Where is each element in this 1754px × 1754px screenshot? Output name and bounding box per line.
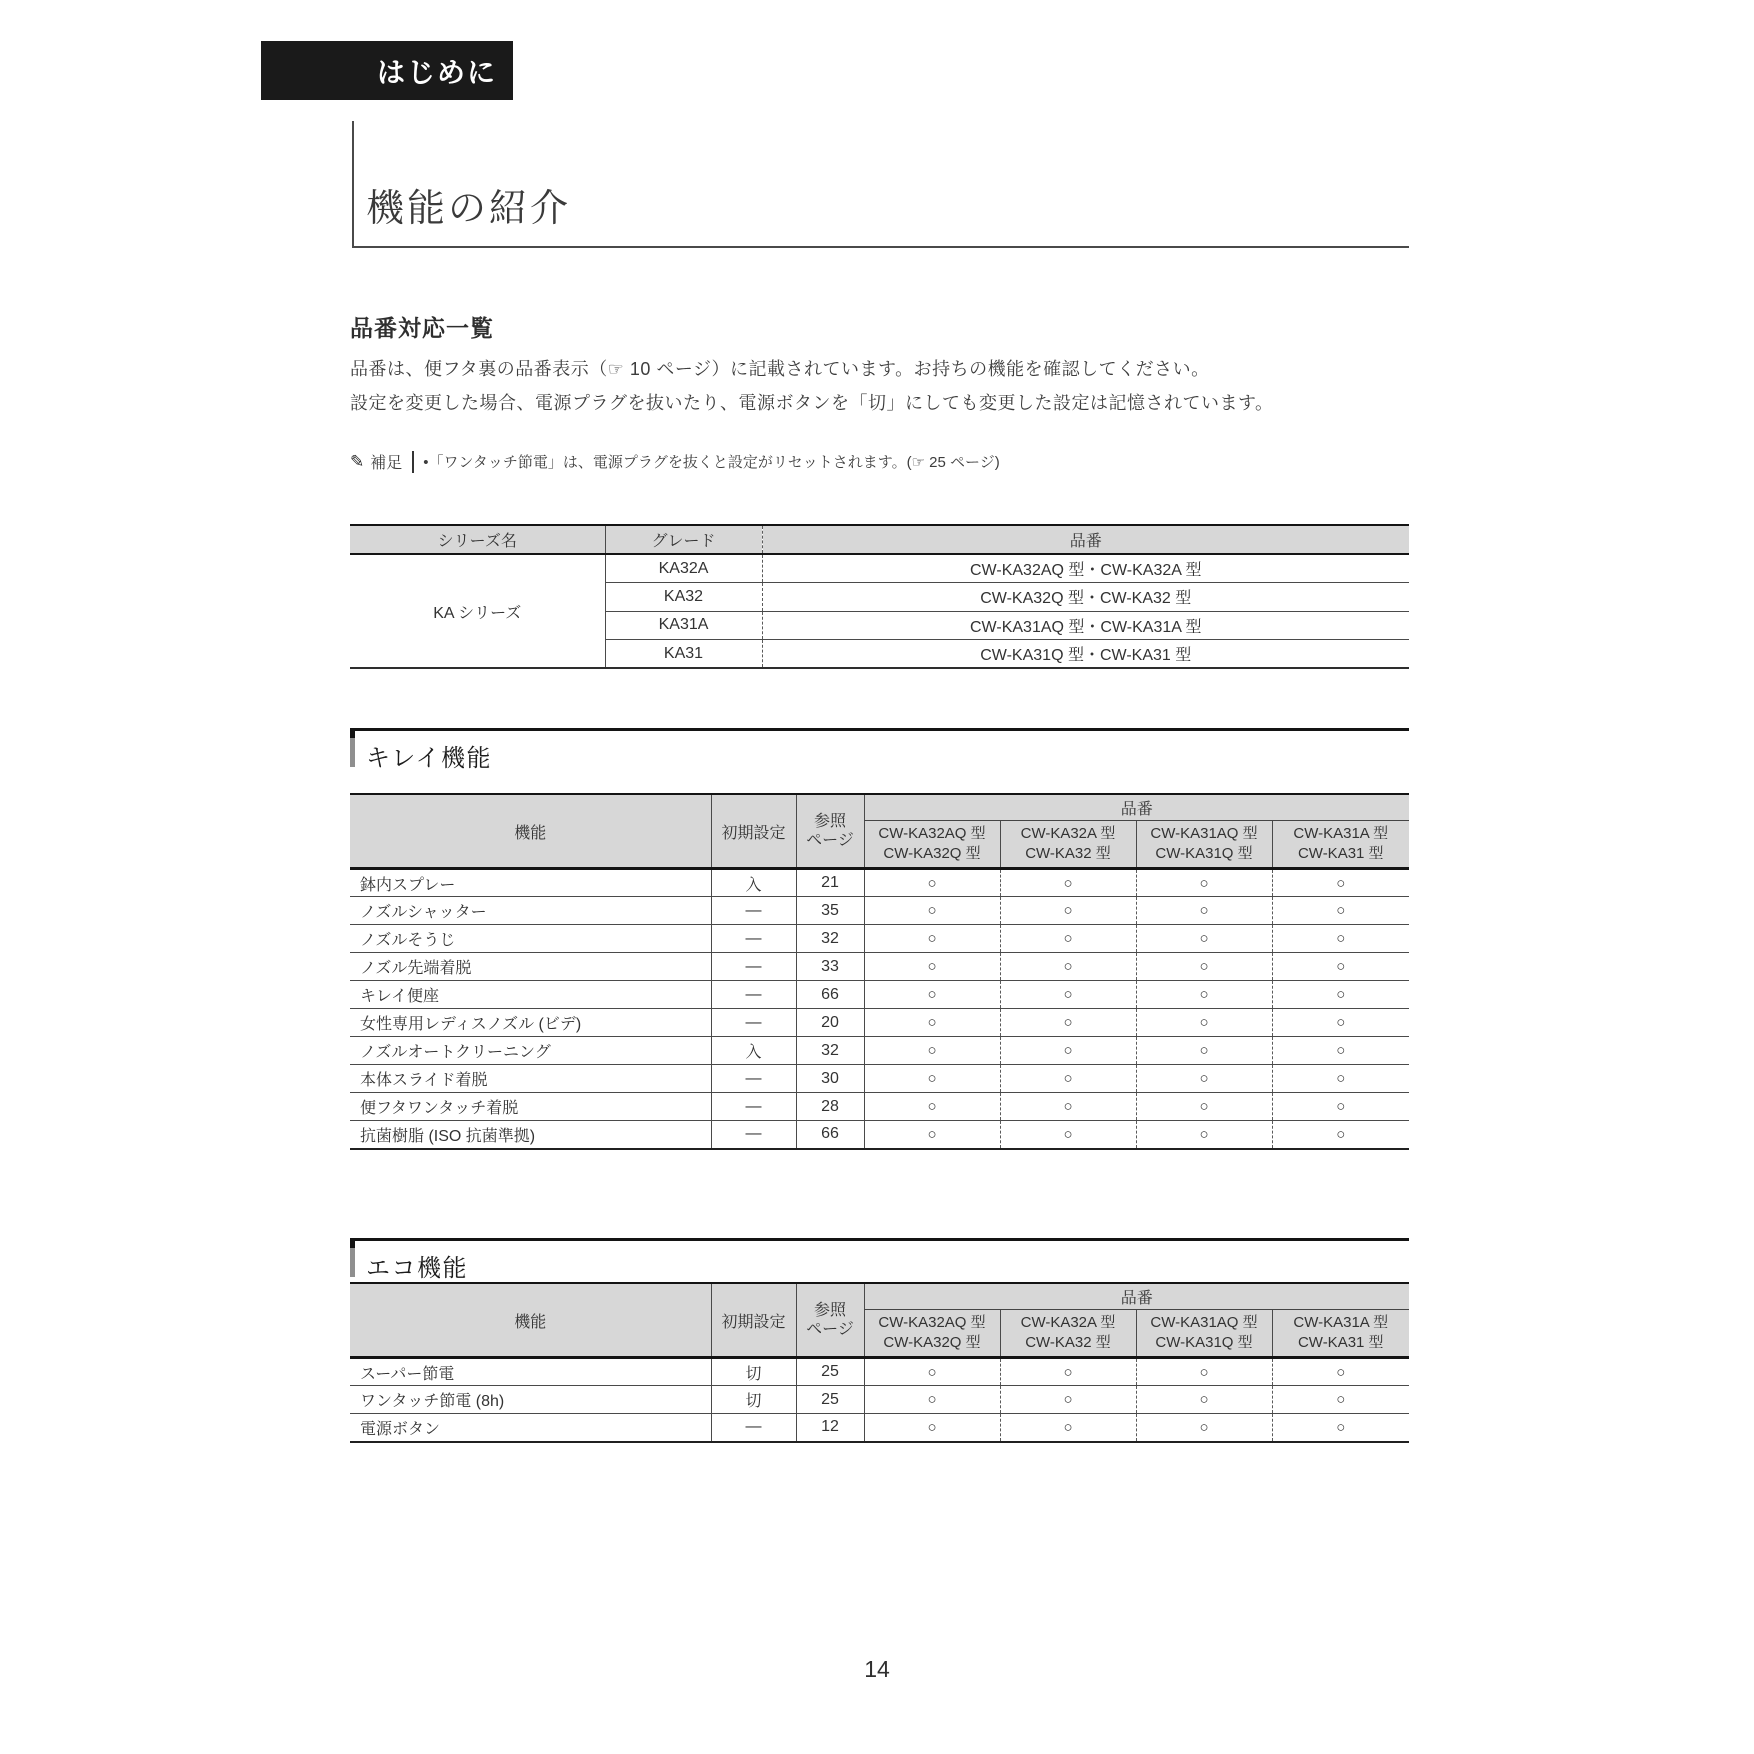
mark-cell: ○ [864,1093,1000,1121]
feature-table-header-row1 [350,794,1409,821]
series-name-cell: KA シリーズ [433,604,522,622]
mark-cell: ○ [1000,953,1136,981]
feature-name: 本体スライド着脱 [350,1065,711,1093]
page-cell: 25 [796,1358,864,1386]
mark-cell: ○ [1272,1037,1409,1065]
feature-row [350,953,1409,981]
feature-name: 抗菌樹脂 (ISO 抗菌準拠) [350,1121,711,1149]
mark-cell: ○ [1000,1065,1136,1093]
mark-cell: ○ [1136,1358,1272,1386]
note-text: •「ワンタッチ節電」は、電源プラグを抜くと設定がリセットされます。(☞ 25 ページ) [423,454,1000,471]
series-table [350,524,1409,669]
model-cell: CW-KA31Q 型・CW-KA31 型 [762,640,1409,669]
grade-cell: KA32A [605,554,762,583]
feature-row [350,1414,1409,1442]
mark-cell: ○ [1136,953,1272,981]
default-cell: ― [711,1009,796,1037]
mark-cell: ○ [1272,1093,1409,1121]
kirei-section-title: キレイ機能 [366,745,493,772]
mark-cell: ○ [864,981,1000,1009]
mark-cell: ○ [1136,1065,1272,1093]
mark-cell: ○ [1136,897,1272,925]
col-header-series: シリーズ名 [350,525,605,554]
mark-cell: ○ [1272,953,1409,981]
intro-line2: 設定を変更した場合、電源プラグを抜いたり、電源ボタンを「切」にしても変更した設定は記憶されています。 [350,393,1274,413]
feature-row [350,1386,1409,1414]
page-cell: 20 [796,1009,864,1037]
page-cell: 30 [796,1065,864,1093]
mark-cell: ○ [1272,1386,1409,1414]
mark-cell: ○ [1272,869,1409,897]
mark-cell: ○ [1136,1009,1272,1037]
col-header-refpage: 参照 ページ [796,794,864,869]
feature-name: 便フタワンタッチ着脱 [350,1093,711,1121]
default-cell: 入 [711,869,796,897]
series-table-header-row [350,525,1409,554]
mark-cell: ○ [1272,925,1409,953]
default-cell: 切 [711,1358,796,1386]
model-col-header: CW-KA32A 型 CW-KA32 型 [1000,821,1136,869]
page-cell: 66 [796,1121,864,1149]
grade-cell: KA32 [605,583,762,612]
mark-cell: ○ [1136,1037,1272,1065]
intro-body [350,352,1274,420]
mark-cell: ○ [864,1121,1000,1149]
col-header-default: 初期設定 [711,794,796,869]
page-cell: 66 [796,981,864,1009]
model-col-header: CW-KA31AQ 型 CW-KA31Q 型 [1136,821,1272,869]
section-accent-bar [350,731,355,767]
mark-cell: ○ [1272,1414,1409,1442]
feature-table-header-row1 [350,1283,1409,1310]
mark-cell: ○ [1000,981,1136,1009]
mark-cell: ○ [864,1065,1000,1093]
model-cell: CW-KA32Q 型・CW-KA32 型 [762,583,1409,612]
default-cell: ― [711,1065,796,1093]
feature-name: ノズル先端着脱 [350,953,711,981]
col-header-refpage: 参照 ページ [796,1283,864,1358]
page-title: 機能の紹介 [366,188,572,230]
page-cell: 35 [796,897,864,925]
mark-cell: ○ [864,897,1000,925]
mark-cell: ○ [864,869,1000,897]
grade-cell: KA31A [605,611,762,640]
mark-cell: ○ [1136,1121,1272,1149]
feature-name: スーパー節電 [360,1365,455,1383]
model-col-header: CW-KA31AQ 型 CW-KA31Q 型 [1136,1310,1272,1358]
feature-name: 女性専用レディスノズル (ビデ) [350,1009,711,1037]
page-cell: 33 [796,953,864,981]
mark-cell: ○ [1000,925,1136,953]
feature-row [350,981,1409,1009]
feature-name: ノズルそうじ [350,925,711,953]
page-cell: 25 [796,1386,864,1414]
mark-cell: ○ [1000,1037,1136,1065]
page-title-block [352,121,1409,248]
model-cell: CW-KA32AQ 型・CW-KA32A 型 [762,554,1409,583]
feature-row [350,1009,1409,1037]
eco-section-header [350,1238,1409,1283]
col-header-feature: 機能 [350,794,711,869]
mark-cell: ○ [864,1358,1000,1386]
default-cell: ― [711,981,796,1009]
section-accent-bar [350,1241,355,1277]
mark-cell: ○ [1272,1009,1409,1037]
feature-row [350,1121,1409,1149]
col-header-models-group: 品番 [864,1283,1409,1310]
mark-cell: ○ [1136,869,1272,897]
mark-cell: ○ [864,1009,1000,1037]
intro-line1: 品番は、便フタ裏の品番表示（☞ 10 ページ）に記載されています。お持ちの機能を確認してください。 [350,359,1210,379]
mark-cell: ○ [1000,869,1136,897]
mark-cell: ○ [1136,981,1272,1009]
default-cell: ― [711,897,796,925]
page-cell: 12 [796,1414,864,1442]
mark-cell: ○ [864,953,1000,981]
note-divider [412,451,414,473]
mark-cell: ○ [1272,1121,1409,1149]
page-cell: 32 [796,925,864,953]
feature-row [350,925,1409,953]
default-cell: ― [711,953,796,981]
model-col-header: CW-KA32AQ 型 CW-KA32Q 型 [864,821,1000,869]
kirei-feature-table [350,793,1409,1150]
model-col-header: CW-KA32AQ 型 CW-KA32Q 型 [864,1310,1000,1358]
col-header-grade: グレード [605,525,762,554]
feature-row [350,1037,1409,1065]
eco-feature-table [350,1282,1409,1443]
feature-name: ノズルオートクリーニング [350,1037,711,1065]
mark-cell: ○ [1272,897,1409,925]
feature-row [350,869,1409,897]
mark-cell: ○ [1000,897,1136,925]
pencil-icon: ✎ [350,451,365,471]
note-label: 補足 [370,455,403,472]
feature-row [350,1358,1409,1386]
col-header-models-group: 品番 [864,794,1409,821]
feature-row [350,1065,1409,1093]
intro-heading: 品番対応一覧 [350,315,494,341]
feature-name: ノズルシャッター [350,897,711,925]
feature-name: 鉢内スプレー [360,876,456,894]
kirei-section-header [350,728,1409,773]
page-cell: 21 [796,869,864,897]
mark-cell: ○ [1136,925,1272,953]
mark-cell: ○ [1000,1093,1136,1121]
mark-cell: ○ [864,925,1000,953]
default-cell: ― [711,1414,796,1442]
mark-cell: ○ [1272,1065,1409,1093]
model-col-header: CW-KA31A 型 CW-KA31 型 [1272,821,1409,869]
page-cell: 28 [796,1093,864,1121]
col-header-default: 初期設定 [711,1283,796,1358]
default-cell: 入 [711,1037,796,1065]
page-cell: 32 [796,1037,864,1065]
mark-cell: ○ [1000,1414,1136,1442]
mark-cell: ○ [1000,1358,1136,1386]
chapter-tab [261,41,513,100]
mark-cell: ○ [1000,1386,1136,1414]
mark-cell: ○ [864,1386,1000,1414]
eco-section-title: エコ機能 [366,1255,468,1282]
default-cell: 切 [711,1386,796,1414]
mark-cell: ○ [1000,1009,1136,1037]
mark-cell: ○ [1136,1386,1272,1414]
chapter-tab-label: はじめに [376,56,497,88]
mark-cell: ○ [1000,1121,1136,1149]
feature-row [350,1093,1409,1121]
col-header-model: 品番 [762,525,1409,554]
note-line [350,450,1000,473]
model-cell: CW-KA31AQ 型・CW-KA31A 型 [762,611,1409,640]
default-cell: ― [711,1093,796,1121]
feature-name: ワンタッチ節電 (8h) [350,1386,711,1414]
model-col-header: CW-KA32A 型 CW-KA32 型 [1000,1310,1136,1358]
feature-name: キレイ便座 [350,981,711,1009]
mark-cell: ○ [864,1414,1000,1442]
mark-cell: ○ [1272,1358,1409,1386]
mark-cell: ○ [1136,1093,1272,1121]
series-table-row [350,554,1409,583]
model-col-header: CW-KA31A 型 CW-KA31 型 [1272,1310,1409,1358]
mark-cell: ○ [1272,981,1409,1009]
col-header-feature: 機能 [350,1283,711,1358]
default-cell: ― [711,925,796,953]
mark-cell: ○ [1136,1414,1272,1442]
grade-cell: KA31 [605,640,762,669]
feature-row [350,897,1409,925]
page-number: 14 [864,1656,890,1682]
mark-cell: ○ [864,1037,1000,1065]
feature-name: 電源ボタン [350,1414,711,1442]
default-cell: ― [711,1121,796,1149]
